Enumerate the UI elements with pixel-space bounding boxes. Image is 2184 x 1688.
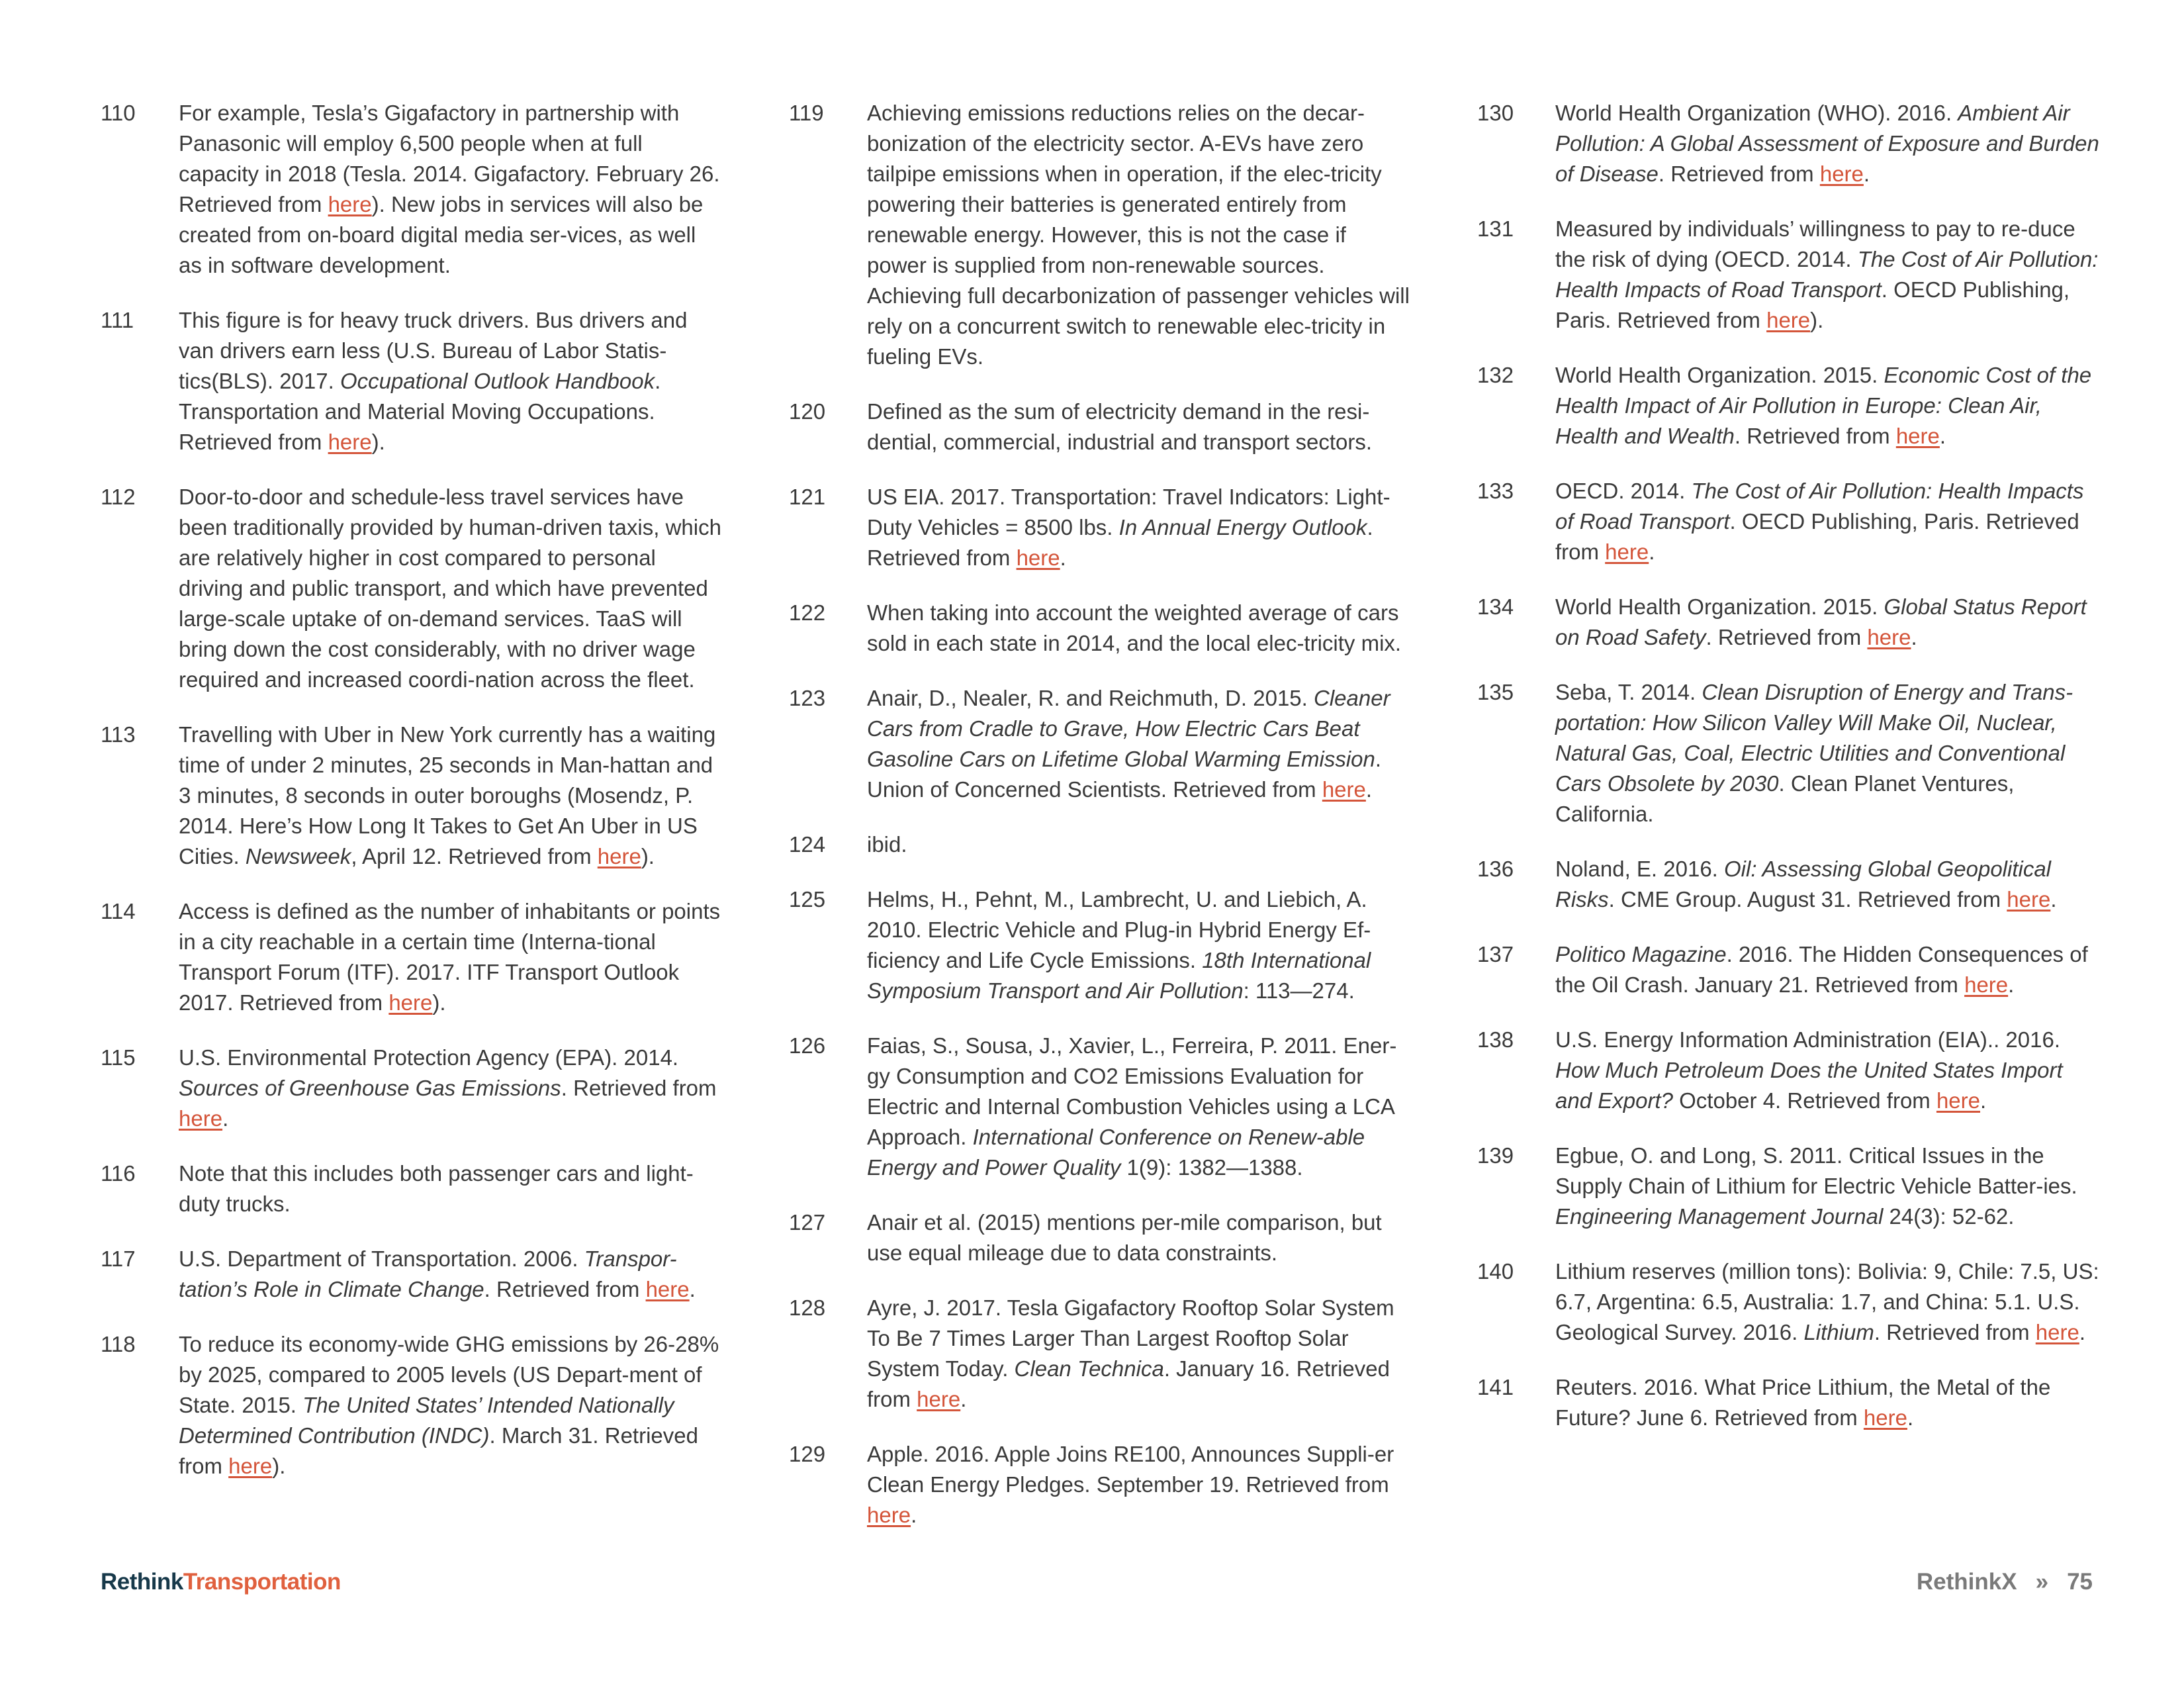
here-link[interactable]: here <box>1322 777 1366 802</box>
citation-text: ibid. <box>867 832 907 857</box>
footer-page-info <box>1917 1569 2093 1595</box>
citation-text: US EIA. 2017. Transportation: Travel Indicators: Light-Duty Vehicles = 8500 lbs. <box>867 485 1390 539</box>
citation-text: World Health Organization (WHO). 2016. <box>1555 101 1958 125</box>
citation-text: . Retrieved from <box>561 1076 717 1100</box>
endnote-number: 112 <box>101 485 136 509</box>
endnote-text <box>1555 1372 2099 1433</box>
here-link[interactable]: here <box>1867 625 1911 649</box>
citation-text: , April 12. Retrieved from <box>351 844 598 868</box>
here-link[interactable]: here <box>228 1454 273 1478</box>
endnote-number: 125 <box>789 887 826 912</box>
endnote-number: 128 <box>789 1295 826 1320</box>
citation-text: . Retrieved from <box>484 1277 646 1301</box>
citation-text: . <box>911 1503 917 1527</box>
endnote-text <box>867 598 1411 659</box>
footer-brand-rethink: Rethink <box>101 1569 183 1595</box>
citation-text: U.S. Energy Information Administration (EIA).. 2016. <box>1555 1027 2061 1052</box>
citation-text: . March 31. Retrieved from <box>179 1423 698 1478</box>
endnote-124 <box>789 829 1411 860</box>
citation-text: . January 16. Retrieved from <box>867 1356 1390 1411</box>
citation-title: How Much Petroleum Does the United States Import and Export? <box>1555 1058 2063 1113</box>
citation-text: . <box>2050 887 2057 912</box>
endnote-text <box>179 305 723 457</box>
endnote-text <box>867 1439 1411 1530</box>
citation-text: . <box>1863 162 1870 186</box>
citation-title: Clean Technica <box>1014 1356 1164 1381</box>
endnote-text <box>867 397 1411 457</box>
citation-title: Politico Magazine <box>1555 942 1727 966</box>
citation-text: . OECD Publishing, Paris. Retrieved from <box>1555 277 2070 332</box>
citation-text: : 113—274. <box>1243 978 1355 1003</box>
citation-text: Reuters. 2016. What Price Lithium, the Metal of the Future? June 6. Retrieved from <box>1555 1375 2051 1430</box>
here-link[interactable]: here <box>1895 424 1940 448</box>
citation-text: This figure is for heavy truck drivers. Bus drivers and van drivers earn less (U.S. Bureau of Labor Statis-tics(BLS). 2017. <box>179 308 688 393</box>
endnote-number: 113 <box>101 722 136 747</box>
citation-text: OECD. 2014. <box>1555 479 1692 503</box>
citation-text: . <box>1911 625 1917 649</box>
citation-text: . <box>1980 1088 1987 1113</box>
endnote-text <box>1555 1025 2099 1116</box>
endnote-126 <box>789 1031 1411 1183</box>
citation-title: Sources of Greenhouse Gas Emissions <box>179 1076 561 1100</box>
endnote-number: 138 <box>1477 1027 1514 1052</box>
endnote-number: 126 <box>789 1033 826 1058</box>
endnotes-column-3 <box>1477 98 2099 1458</box>
endnote-120 <box>789 397 1411 457</box>
endnote-text <box>1555 677 2099 829</box>
citation-text: ). New jobs in services will also be created from on-board digital media ser-vices, as well as in software development. <box>179 192 704 277</box>
footer-brand <box>101 1569 341 1595</box>
citation-text: . Retrieved from <box>867 515 1373 570</box>
endnote-number: 120 <box>789 399 826 424</box>
citation-text: World Health Organization. 2015. <box>1555 594 1884 619</box>
endnote-text <box>179 896 723 1018</box>
endnote-text <box>867 1207 1411 1268</box>
endnote-text <box>179 482 723 695</box>
footer-brand-transportation: Transportation <box>183 1569 341 1595</box>
citation-text: Faias, S., Sousa, J., Xavier, L., Ferreira, P. 2011. Ener-gy Consumption and CO2 Emissions Evaluation for Electric and Internal Combustion Vehicles using a LCA Approach. <box>867 1033 1397 1149</box>
endnote-text <box>179 1244 723 1305</box>
here-link[interactable]: here <box>388 990 433 1015</box>
endnote-text <box>179 1158 723 1219</box>
citation-text: . <box>1907 1405 1914 1430</box>
endnote-113 <box>101 720 723 872</box>
endnote-number: 141 <box>1477 1375 1514 1399</box>
endnote-number: 119 <box>789 101 824 125</box>
citation-text: U.S. Department of Transportation. 2006. <box>179 1246 584 1271</box>
citation-title: International Conference on Renew-able Energy and Power Quality <box>867 1125 1365 1180</box>
citation-text: 1(9): 1382—1388. <box>1120 1155 1303 1180</box>
citation-text: Seba, T. 2014. <box>1555 680 1702 704</box>
citation-text: . Transportation and Material Moving Occupations. Retrieved from <box>179 369 661 454</box>
citation-text: Measured by individuals’ willingness to pay to re-duce the risk of dying (OECD. 2014. <box>1555 216 2075 271</box>
endnote-number: 129 <box>789 1442 826 1466</box>
endnote-133 <box>1477 476 2099 567</box>
here-link[interactable]: here <box>1863 1405 1907 1430</box>
citation-title: The United States’ Intended Nationally Determined Contribution (INDC) <box>179 1393 674 1448</box>
citation-text: . <box>689 1277 696 1301</box>
here-link[interactable]: here <box>328 192 372 216</box>
endnote-number: 134 <box>1477 594 1514 619</box>
citation-text: . Union of Concerned Scientists. Retrieved from <box>867 747 1382 802</box>
citation-title: The Cost of Air Pollution: Health Impacts of Road Transport <box>1555 479 2084 534</box>
citation-text: . <box>1939 424 1946 448</box>
endnote-number: 115 <box>101 1045 136 1070</box>
endnote-138 <box>1477 1025 2099 1116</box>
endnote-text <box>1555 1141 2099 1232</box>
endnote-number: 121 <box>789 485 826 509</box>
here-link[interactable]: here <box>1605 539 1649 564</box>
citation-text: Anair et al. (2015) mentions per-mile comparison, but use equal mileage due to data constraints. <box>867 1210 1382 1265</box>
here-link[interactable]: here <box>867 1503 911 1527</box>
citation-text: ). <box>432 990 446 1015</box>
endnote-129 <box>789 1439 1411 1530</box>
endnote-number: 139 <box>1477 1143 1514 1168</box>
citation-text: ). <box>371 430 385 454</box>
endnote-137 <box>1477 939 2099 1000</box>
endnote-text <box>867 683 1411 805</box>
endnote-text <box>1555 476 2099 567</box>
citation-text: World Health Organization. 2015. <box>1555 363 1884 387</box>
endnote-114 <box>101 896 723 1018</box>
endnote-text <box>1555 98 2099 189</box>
endnote-121 <box>789 482 1411 573</box>
citation-text: Egbue, O. and Long, S. 2011. Critical Issues in the Supply Chain of Lithium for Electric Vehicle Batter-ies. <box>1555 1143 2077 1198</box>
endnote-text <box>1555 939 2099 1000</box>
citation-text: . Clean Planet Ventures, California. <box>1555 771 2015 826</box>
endnote-111 <box>101 305 723 457</box>
endnote-number: 118 <box>101 1332 136 1356</box>
citation-text: . 2016. The Hidden Consequences of the Oil Crash. January 21. Retrieved from <box>1555 942 2088 997</box>
endnote-number: 110 <box>101 101 136 125</box>
citation-text: 24(3): 52-62. <box>1883 1204 2015 1229</box>
citation-text: . OECD Publishing, Paris. Retrieved from <box>1555 509 2079 564</box>
endnote-number: 136 <box>1477 857 1514 881</box>
citation-text: . <box>1060 545 1066 570</box>
citation-text: . <box>2008 972 2015 997</box>
citation-text: To reduce its economy-wide GHG emissions by 26-28% by 2025, compared to 2005 levels (US Depart-ment of State. 2015. <box>179 1332 719 1417</box>
citation-text: U.S. Environmental Protection Agency (EPA). 2014. <box>179 1045 679 1070</box>
citation-text: Lithium reserves (million tons): Bolivia: 9, Chile: 7.5, US: 6.7, Argentina: 6.5, Australia: 1.7, and China: 5.1. U.S. Geological Survey. 2016. <box>1555 1259 2099 1344</box>
endnote-text <box>867 1031 1411 1183</box>
citation-text: . <box>960 1387 967 1411</box>
footer-separator: » <box>2035 1569 2049 1595</box>
citation-text: Helms, H., Pehnt, M., Lambrecht, U. and Liebich, A. 2010. Electric Vehicle and Plug-in Hybrid Energy Ef-ficiency and Life Cycle Emissions. <box>867 887 1371 972</box>
citation-text: . CME Group. August 31. Retrieved from <box>1608 887 2007 912</box>
here-link[interactable]: here <box>597 844 641 868</box>
citation-text: . Retrieved from <box>1734 424 1896 448</box>
endnote-127 <box>789 1207 1411 1268</box>
endnote-number: 124 <box>789 832 826 857</box>
endnote-number: 111 <box>101 308 134 332</box>
citation-title: Oil: Assessing Global Geopolitical Risks <box>1555 857 2052 912</box>
endnote-140 <box>1477 1256 2099 1348</box>
endnote-123 <box>789 683 1411 805</box>
citation-title: Economic Cost of the Health Impact of Air Pollution in Europe: Clean Air, Health and Wealth <box>1555 363 2092 448</box>
citation-title: Cleaner Cars from Cradle to Grave, How Electric Cars Beat Gasoline Cars on Lifetime Global Warming Emission <box>867 686 1390 771</box>
endnote-130 <box>1477 98 2099 189</box>
citation-text: Door-to-door and schedule-less travel services have been traditionally provided by human-driven taxis, which are relatively higher in cost compared to personal driving and public transport, and which have prevented large-scale uptake of on-demand services. TaaS will bring down the cost considerably, with no driver wage required and increased coordi-nation across the fleet. <box>179 485 721 692</box>
citation-text: ). <box>641 844 655 868</box>
endnote-text <box>1555 214 2099 336</box>
citation-text: When taking into account the weighted average of cars sold in each state in 2014, and the local elec-tricity mix. <box>867 600 1402 655</box>
endnote-number: 140 <box>1477 1259 1514 1284</box>
citation-text: Travelling with Uber in New York currently has a waiting time of under 2 minutes, 25 seconds in Man-hattan and 3 minutes, 8 seconds in outer boroughs (Mosendz, P. 2014. Here’s How Long It Takes to Get An Uber in US Cities. <box>179 722 716 868</box>
endnote-number: 135 <box>1477 680 1514 704</box>
endnote-number: 122 <box>789 600 826 625</box>
endnote-number: 116 <box>101 1161 136 1186</box>
citation-text: Access is defined as the number of inhabitants or points in a city reachable in a certain time (Interna-tional Transport Forum (ITF). 2017. ITF Transport Outlook 2017. Retrieved from <box>179 899 721 1015</box>
citation-text: . Retrieved from <box>1874 1320 2036 1344</box>
page-number: 75 <box>2067 1569 2093 1595</box>
endnotes <box>101 98 2099 1574</box>
endnote-text <box>1555 360 2099 451</box>
endnote-115 <box>101 1043 723 1134</box>
footer-publisher: RethinkX <box>1916 1569 2017 1595</box>
here-link[interactable]: here <box>917 1387 961 1411</box>
endnote-number: 117 <box>101 1246 136 1271</box>
citation-text: . Retrieved from <box>1658 162 1820 186</box>
here-link[interactable]: here <box>2007 887 2051 912</box>
endnote-text <box>179 1043 723 1134</box>
endnote-text <box>867 884 1411 1006</box>
citation-title: 18th International Symposium Transport and Air Pollution <box>867 948 1371 1003</box>
endnote-119 <box>789 98 1411 372</box>
here-link[interactable]: here <box>2035 1320 2079 1344</box>
citation-text: . <box>1649 539 1655 564</box>
citation-text: . <box>222 1106 229 1131</box>
here-link[interactable]: here <box>1766 308 1811 332</box>
here-link[interactable]: here <box>1964 972 2009 997</box>
citation-title: Occupational Outlook Handbook <box>340 369 655 393</box>
endnote-number: 127 <box>789 1210 826 1235</box>
endnote-141 <box>1477 1372 2099 1433</box>
endnote-number: 130 <box>1477 101 1514 125</box>
endnote-text <box>1555 592 2099 653</box>
endnote-number: 131 <box>1477 216 1514 241</box>
citation-title: Newsweek <box>245 844 351 868</box>
endnote-text <box>179 98 723 281</box>
endnote-number: 132 <box>1477 363 1514 387</box>
citation-text: Apple. 2016. Apple Joins RE100, Announces Suppli-er Clean Energy Pledges. September 19. Retrieved from <box>867 1442 1394 1497</box>
citation-text: Noland, E. 2016. <box>1555 857 1725 881</box>
citation-title: The Cost of Air Pollution: Health Impacts of Road Transport <box>1555 247 2099 302</box>
endnotes-column-2 <box>789 98 1411 1555</box>
endnote-132 <box>1477 360 2099 451</box>
endnote-134 <box>1477 592 2099 653</box>
endnote-number: 114 <box>101 899 136 923</box>
citation-text: Ayre, J. 2017. Tesla Gigafactory Rooftop Solar System To Be 7 Times Larger Than Largest Rooftop Solar System Today. <box>867 1295 1394 1381</box>
citation-text: Defined as the sum of electricity demand in the resi-dential, commercial, industrial and transport sectors. <box>867 399 1372 454</box>
here-link[interactable]: here <box>1936 1088 1981 1113</box>
endnote-text <box>867 98 1411 372</box>
citation-title: Global Status Report on Road Safety <box>1555 594 2087 649</box>
here-link[interactable]: here <box>328 430 372 454</box>
endnote-131 <box>1477 214 2099 336</box>
here-link[interactable]: here <box>179 1106 223 1131</box>
endnote-110 <box>101 98 723 281</box>
endnote-text <box>867 1293 1411 1415</box>
citation-text: ). <box>1810 308 1824 332</box>
citation-text: For example, Tesla’s Gigafactory in partnership with Panasonic will employ 6,500 people when at full capacity in 2018 (Tesla. 2014. Gigafactory. February 26. Retrieved from <box>179 101 720 216</box>
endnote-116 <box>101 1158 723 1219</box>
here-link[interactable]: here <box>645 1277 690 1301</box>
endnote-118 <box>101 1329 723 1481</box>
endnote-number: 133 <box>1477 479 1514 503</box>
endnote-128 <box>789 1293 1411 1415</box>
citation-title: In Annual Energy Outlook <box>1118 515 1367 539</box>
citation-text: ). <box>272 1454 286 1478</box>
citation-title: Ambient Air Pollution: A Global Assessment of Exposure and Burden of Disease <box>1555 101 2099 186</box>
endnote-text <box>179 1329 723 1481</box>
endnote-122 <box>789 598 1411 659</box>
endnote-text <box>867 829 1411 860</box>
here-link[interactable]: here <box>1016 545 1060 570</box>
here-link[interactable]: here <box>1819 162 1864 186</box>
endnote-number: 137 <box>1477 942 1514 966</box>
citation-title: Clean Disruption of Energy and Trans-portation: How Silicon Valley Will Make Oil, Nuclear, Natural Gas, Coal, Electric Utilities and Conventional Cars Obsolete by 2030 <box>1555 680 2073 796</box>
citation-title: Engineering Management Journal <box>1555 1204 1884 1229</box>
endnote-number: 123 <box>789 686 826 710</box>
citation-title: Lithium <box>1803 1320 1874 1344</box>
citation-title: Transpor-tation’s Role in Climate Change <box>179 1246 677 1301</box>
citation-text: . <box>2079 1320 2085 1344</box>
endnote-text <box>179 720 723 872</box>
endnote-125 <box>789 884 1411 1006</box>
endnote-136 <box>1477 854 2099 915</box>
citation-text: Anair, D., Nealer, R. and Reichmuth, D. 2015. <box>867 686 1314 710</box>
endnote-text <box>1555 854 2099 915</box>
citation-text: October 4. Retrieved from <box>1672 1088 1936 1113</box>
endnote-text <box>867 482 1411 573</box>
endnote-117 <box>101 1244 723 1305</box>
citation-text: . Retrieved from <box>1706 625 1868 649</box>
endnotes-column-1 <box>101 98 723 1506</box>
endnote-135 <box>1477 677 2099 829</box>
endnote-112 <box>101 482 723 695</box>
endnote-139 <box>1477 1141 2099 1232</box>
endnote-text <box>1555 1256 2099 1348</box>
citation-text: Note that this includes both passenger cars and light-duty trucks. <box>179 1161 694 1216</box>
citation-text: Achieving emissions reductions relies on the decar-bonization of the electricity sector. A-EVs have zero tailpipe emissions when in operation, if the elec-tricity powering their batteries is generated entirely from renewable energy. However, this is not the case if power is supplied from non-renewable sources. Achieving full decarbonization of passenger vehicles will rely on a concurrent switch to renewable elec-tricity in fueling EVs. <box>867 101 1410 369</box>
citation-text: . <box>1365 777 1373 802</box>
